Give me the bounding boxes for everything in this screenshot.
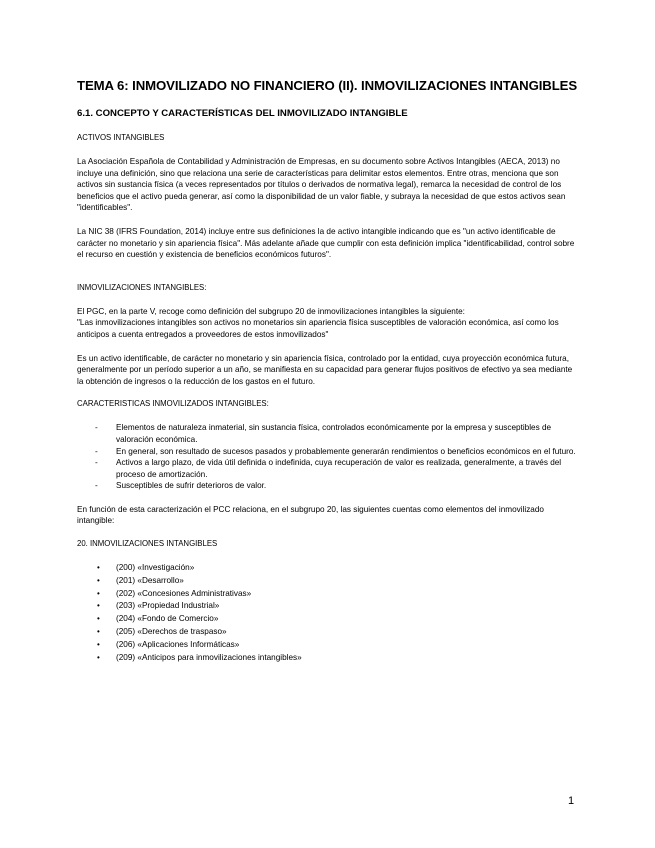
list-item-text: Susceptibles de sufrir deterioros de valor. [116, 481, 267, 491]
page-number: 1 [568, 795, 575, 807]
list-item [97, 626, 577, 639]
account-label: (205) «Derechos de traspaso» [116, 627, 227, 637]
pgc-definition-quote: "Las inmovilizaciones intangibles son activos no monetarios sin apariencia física susceptibles de valoración económica, así como los anticipos a cuenta entregados a proveedores de estos inmovilizados" [77, 318, 559, 339]
page-content [77, 78, 577, 664]
account-label: (200) «Investigación» [116, 563, 195, 573]
list-item [97, 639, 577, 652]
characteristics-list [77, 422, 577, 492]
paragraph-activo-identificable: Es un activo identificable, de carácter no monetario y sin apariencia física, controlado por la entidad, cuya proyección económica futura, generalmente por un período superior a un año, se manifiesta en su capacidad para generar flujos positivos de efectivo ya sea mediante la obtención de ingresos o la reducción de los gastos en el futuro. [77, 353, 573, 386]
account-label: (201) «Desarrollo» [116, 575, 184, 585]
list-item-text: Elementos de naturaleza inmaterial, sin sustancia física, controlados económicamente por la empresa y susceptibles de valoración económica. [116, 423, 552, 444]
account-label: (202) «Concesiones Administrativas» [116, 588, 252, 598]
dash-marker: - [95, 481, 98, 491]
dash-marker: - [95, 423, 98, 433]
bullet-marker: • [97, 575, 100, 585]
list-item [97, 600, 577, 613]
pgc-definition-intro: El PGC, en la parte V, recoge como definición del subgrupo 20 de inmovilizaciones intangibles la siguiente: [77, 306, 465, 316]
paragraph-nic38: La NIC 38 (IFRS Foundation, 2014) incluye entre sus definiciones la de activo intangible indicando que es "un activo identificable de carácter no monetario y sin apariencia física". Más adelante añade que cumplir con esta definición implica "identificabilidad, control sobre el recurso en cuestión y existencia de beneficios económicos futuros". [77, 226, 575, 260]
list-item-text: En general, son resultado de sucesos pasados y probablemente generarán rendimientos o beneficios económicos en el futuro. [116, 446, 576, 456]
accounts-list [77, 562, 577, 664]
paragraph-aeca: La Asociación Española de Contabilidad y Administración de Empresas, en su documento sobre Activos Intangibles (AECA, 2013) no incluye una definición, sino que relaciona una serie de características para delimitar estos elementos. Entre otras, menciona que son activos sin sustancia física (a veces representados por títulos o derivados de normativa legal), remarca la necesidad de control de los beneficios que el activo pueda generar, así como la disponibilidad de un valor fiable, y subraya la necesidad de que estos activos sean "identificables". [77, 157, 566, 213]
list-item [97, 652, 577, 665]
bullet-marker: • [97, 563, 100, 573]
dash-marker: - [95, 458, 98, 468]
list-item [95, 457, 577, 480]
bullet-marker: • [97, 639, 100, 649]
dash-marker: - [95, 446, 98, 456]
list-item [97, 562, 577, 575]
heading-caracteristicas: CARACTERISTICAS INMOVILIZADOS INTANGIBLES: [77, 399, 269, 409]
paragraph-funcion: En función de esta caracterización el PCC relaciona, en el subgrupo 20, las siguientes cuentas como elementos del inmovilizado intangible: [77, 504, 544, 526]
account-label: (204) «Fondo de Comercio» [116, 614, 219, 624]
section-title: 6.1. CONCEPTO Y CARACTERÍSTICAS DEL INMOVILIZADO INTANGIBLE [77, 108, 408, 119]
heading-activos-intangibles: ACTIVOS INTANGIBLES [77, 133, 165, 142]
list-item [97, 613, 577, 626]
list-item [97, 575, 577, 588]
account-label: (203) «Propiedad Industrial» [116, 601, 220, 611]
list-item-text: Activos a largo plazo, de vida útil definida o indefinida, cuya recuperación de valor es realizada, generalmente, a través del proceso de amortización. [116, 458, 562, 479]
list-item [97, 588, 577, 601]
list-item [95, 422, 577, 445]
paragraph-pgc-definition [77, 306, 577, 341]
page-title: TEMA 6: INMOVILIZADO NO FINANCIERO (II). INMOVILIZACIONES INTANGIBLES [77, 78, 578, 93]
bullet-marker: • [97, 614, 100, 624]
bullet-marker: • [97, 652, 100, 662]
bullet-marker: • [97, 601, 100, 611]
account-label: (209) «Anticipos para inmovilizaciones intangibles» [116, 652, 302, 662]
heading-subgrupo-20: 20. INMOVILIZACIONES INTANGIBLES [77, 539, 218, 549]
list-item [95, 446, 577, 458]
list-item [95, 480, 577, 492]
account-label: (206) «Aplicaciones Informáticas» [116, 639, 240, 649]
bullet-marker: • [97, 627, 100, 637]
bullet-marker: • [97, 588, 100, 598]
heading-inmovilizaciones-intangibles: INMOVILIZACIONES INTANGIBLES: [77, 282, 207, 292]
